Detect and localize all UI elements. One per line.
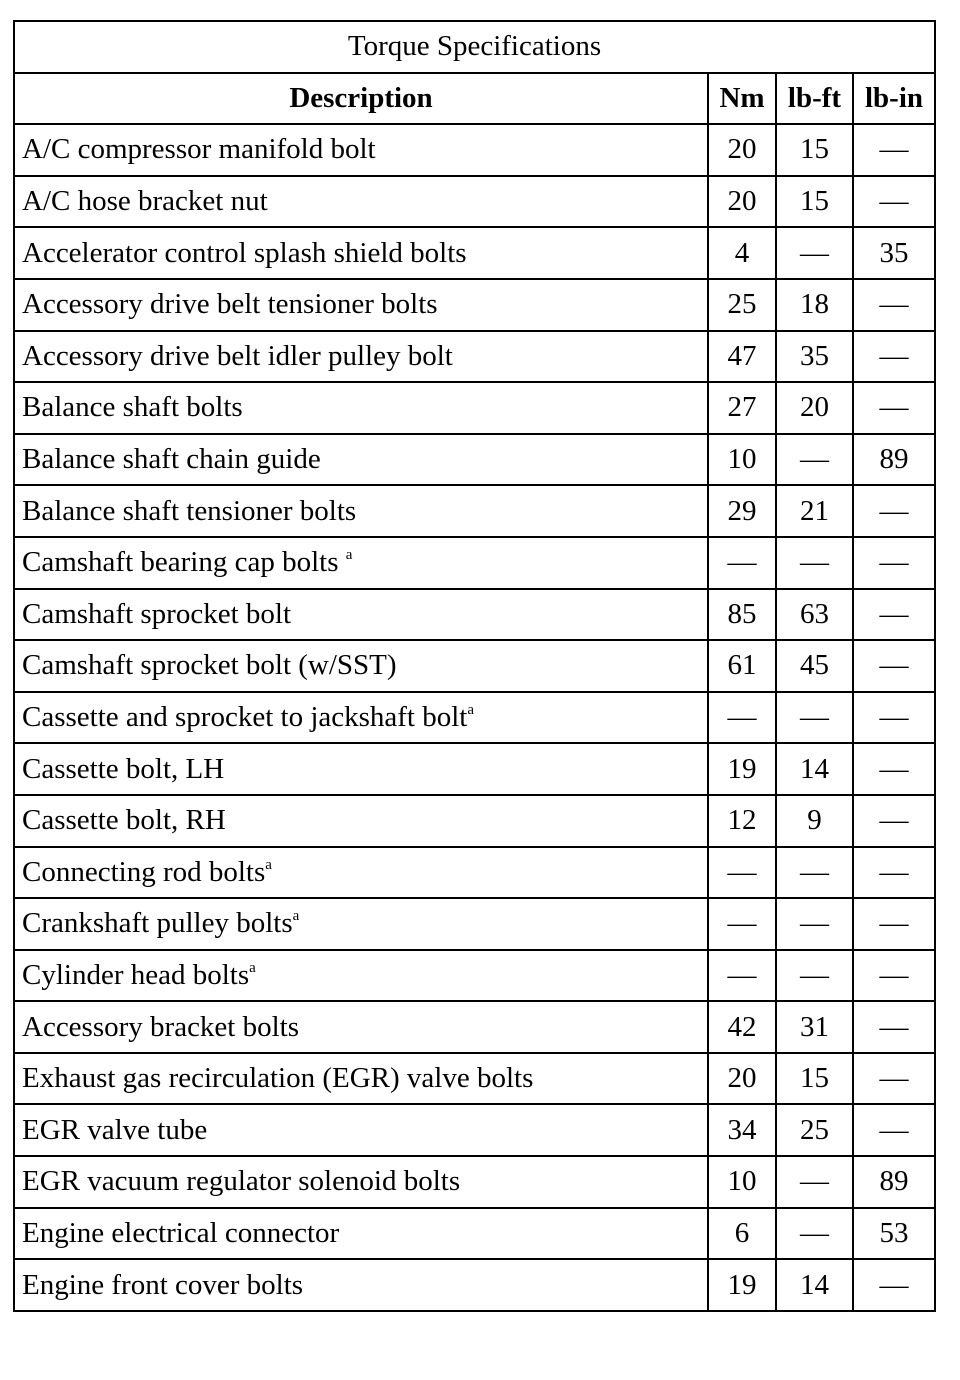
table-header-row <box>14 73 935 125</box>
footnote-marker: a <box>345 547 353 564</box>
table-row <box>14 692 935 744</box>
lbin-value-cell: — <box>853 537 935 589</box>
description-text: Accessory drive belt tensioner bolts <box>22 288 438 321</box>
lbft-value-cell: 63 <box>776 589 853 641</box>
description-cell <box>14 898 708 950</box>
table-row <box>14 331 935 383</box>
nm-value-cell: 10 <box>708 434 776 486</box>
description-cell <box>14 1208 708 1260</box>
lbft-value-cell: 31 <box>776 1001 853 1053</box>
footnote-marker: a <box>249 959 256 976</box>
lbin-value-cell: — <box>853 847 935 899</box>
description-cell <box>14 589 708 641</box>
column-header-lbin: lb-in <box>853 73 935 125</box>
description-text: Exhaust gas recirculation (EGR) valve bolts <box>22 1062 534 1095</box>
table-row <box>14 743 935 795</box>
description-cell <box>14 692 708 744</box>
lbft-value-cell: 14 <box>776 1259 853 1311</box>
nm-value-cell: — <box>708 847 776 899</box>
lbin-value-cell: — <box>853 589 935 641</box>
lbin-value-cell: — <box>853 124 935 176</box>
lbin-value-cell: 53 <box>853 1208 935 1260</box>
nm-value-cell: 25 <box>708 279 776 331</box>
description-text: Cassette and sprocket to jackshaft bolt <box>22 701 468 734</box>
lbft-value-cell: 21 <box>776 485 853 537</box>
description-text: EGR vacuum regulator solenoid bolts <box>22 1165 461 1198</box>
lbin-value-cell: — <box>853 1053 935 1105</box>
description-cell <box>14 537 708 589</box>
description-cell <box>14 640 708 692</box>
table-row <box>14 227 935 279</box>
table-row <box>14 847 935 899</box>
nm-value-cell: 4 <box>708 227 776 279</box>
description-text: Camshaft sprocket bolt (w/SST) <box>22 649 397 682</box>
nm-value-cell: 10 <box>708 1156 776 1208</box>
table-row <box>14 898 935 950</box>
description-cell <box>14 279 708 331</box>
lbft-value-cell: 15 <box>776 124 853 176</box>
lbin-value-cell: — <box>853 279 935 331</box>
nm-value-cell: 42 <box>708 1001 776 1053</box>
lbft-value-cell: 15 <box>776 1053 853 1105</box>
nm-value-cell: 29 <box>708 485 776 537</box>
lbin-value-cell: — <box>853 898 935 950</box>
description-cell <box>14 1053 708 1105</box>
column-header-nm: Nm <box>708 73 776 125</box>
footnote-marker: a <box>467 702 475 719</box>
nm-value-cell: 19 <box>708 1259 776 1311</box>
description-text: Camshaft bearing cap bolts <box>22 546 346 579</box>
lbin-value-cell: — <box>853 1001 935 1053</box>
description-text: Balance shaft bolts <box>22 391 243 424</box>
lbft-value-cell: 9 <box>776 795 853 847</box>
lbft-value-cell: — <box>776 1208 853 1260</box>
lbft-value-cell: 18 <box>776 279 853 331</box>
lbft-value-cell: 14 <box>776 743 853 795</box>
description-cell <box>14 1156 708 1208</box>
description-text: Camshaft sprocket bolt <box>22 597 292 630</box>
description-cell <box>14 176 708 228</box>
lbft-value-cell: 25 <box>776 1104 853 1156</box>
lbin-value-cell: — <box>853 950 935 1002</box>
description-text: Cassette bolt, LH <box>22 752 225 785</box>
table-row <box>14 1104 935 1156</box>
table-row <box>14 485 935 537</box>
table-row <box>14 640 935 692</box>
table-body <box>14 124 935 1311</box>
description-cell <box>14 434 708 486</box>
lbft-value-cell: — <box>776 898 853 950</box>
description-cell <box>14 847 708 899</box>
description-text: Engine electrical connector <box>22 1216 340 1249</box>
table-row <box>14 950 935 1002</box>
description-cell <box>14 1259 708 1311</box>
table-row <box>14 279 935 331</box>
table-row <box>14 1259 935 1311</box>
table-row <box>14 537 935 589</box>
table-row <box>14 1156 935 1208</box>
description-text: Connecting rod bolts <box>22 855 266 888</box>
description-text: EGR valve tube <box>22 1113 208 1146</box>
lbin-value-cell: — <box>853 1104 935 1156</box>
description-cell <box>14 485 708 537</box>
nm-value-cell: 85 <box>708 589 776 641</box>
description-text: Accelerator control splash shield bolts <box>22 236 467 269</box>
table-row <box>14 1053 935 1105</box>
description-text: Crankshaft pulley bolts <box>22 907 293 940</box>
nm-value-cell: 34 <box>708 1104 776 1156</box>
torque-specifications-table <box>13 20 936 1312</box>
lbft-value-cell: 15 <box>776 176 853 228</box>
nm-value-cell: 19 <box>708 743 776 795</box>
description-cell <box>14 1001 708 1053</box>
table-title: Torque Specifications <box>14 21 935 73</box>
table-row <box>14 434 935 486</box>
nm-value-cell: — <box>708 898 776 950</box>
description-cell <box>14 950 708 1002</box>
footnote-marker: a <box>292 908 300 925</box>
lbin-value-cell: — <box>853 743 935 795</box>
description-cell <box>14 743 708 795</box>
lbin-value-cell: 89 <box>853 1156 935 1208</box>
lbin-value-cell: — <box>853 692 935 744</box>
lbft-value-cell: — <box>776 1156 853 1208</box>
description-cell <box>14 1104 708 1156</box>
table-row <box>14 176 935 228</box>
lbin-value-cell: — <box>853 382 935 434</box>
lbin-value-cell: — <box>853 1259 935 1311</box>
column-header-description: Description <box>14 73 708 125</box>
nm-value-cell: 27 <box>708 382 776 434</box>
lbin-value-cell: — <box>853 485 935 537</box>
table-row <box>14 589 935 641</box>
table-row <box>14 1208 935 1260</box>
table-row <box>14 795 935 847</box>
nm-value-cell: 61 <box>708 640 776 692</box>
nm-value-cell: — <box>708 950 776 1002</box>
lbft-value-cell: — <box>776 950 853 1002</box>
description-cell <box>14 795 708 847</box>
description-cell <box>14 124 708 176</box>
nm-value-cell: 47 <box>708 331 776 383</box>
lbft-value-cell: — <box>776 847 853 899</box>
description-text: Cassette bolt, RH <box>22 804 226 837</box>
lbin-value-cell: — <box>853 176 935 228</box>
table-row <box>14 124 935 176</box>
description-cell <box>14 227 708 279</box>
lbft-value-cell: 20 <box>776 382 853 434</box>
description-text: Balance shaft chain guide <box>22 443 321 476</box>
description-text: A/C hose bracket nut <box>22 185 268 218</box>
description-text: Accessory bracket bolts <box>22 1010 300 1043</box>
lbft-value-cell: — <box>776 537 853 589</box>
nm-value-cell: 12 <box>708 795 776 847</box>
footnote-marker: a <box>265 856 272 873</box>
nm-value-cell: — <box>708 537 776 589</box>
lbft-value-cell: — <box>776 692 853 744</box>
description-cell <box>14 382 708 434</box>
table-row <box>14 1001 935 1053</box>
nm-value-cell: 20 <box>708 124 776 176</box>
description-text: A/C compressor manifold bolt <box>22 133 376 166</box>
nm-value-cell: 20 <box>708 1053 776 1105</box>
lbft-value-cell: — <box>776 434 853 486</box>
lbin-value-cell: — <box>853 331 935 383</box>
nm-value-cell: — <box>708 692 776 744</box>
lbft-value-cell: 35 <box>776 331 853 383</box>
description-text: Balance shaft tensioner bolts <box>22 494 357 527</box>
lbin-value-cell: — <box>853 640 935 692</box>
lbft-value-cell: — <box>776 227 853 279</box>
nm-value-cell: 6 <box>708 1208 776 1260</box>
lbin-value-cell: 89 <box>853 434 935 486</box>
lbft-value-cell: 45 <box>776 640 853 692</box>
description-text: Engine front cover bolts <box>22 1268 304 1301</box>
lbin-value-cell: 35 <box>853 227 935 279</box>
description-text: Accessory drive belt idler pulley bolt <box>22 339 453 372</box>
column-header-lbft: lb-ft <box>776 73 853 125</box>
description-text: Cylinder head bolts <box>22 958 250 991</box>
description-cell <box>14 331 708 383</box>
table-row <box>14 382 935 434</box>
nm-value-cell: 20 <box>708 176 776 228</box>
lbin-value-cell: — <box>853 795 935 847</box>
table-title-row <box>14 21 935 73</box>
